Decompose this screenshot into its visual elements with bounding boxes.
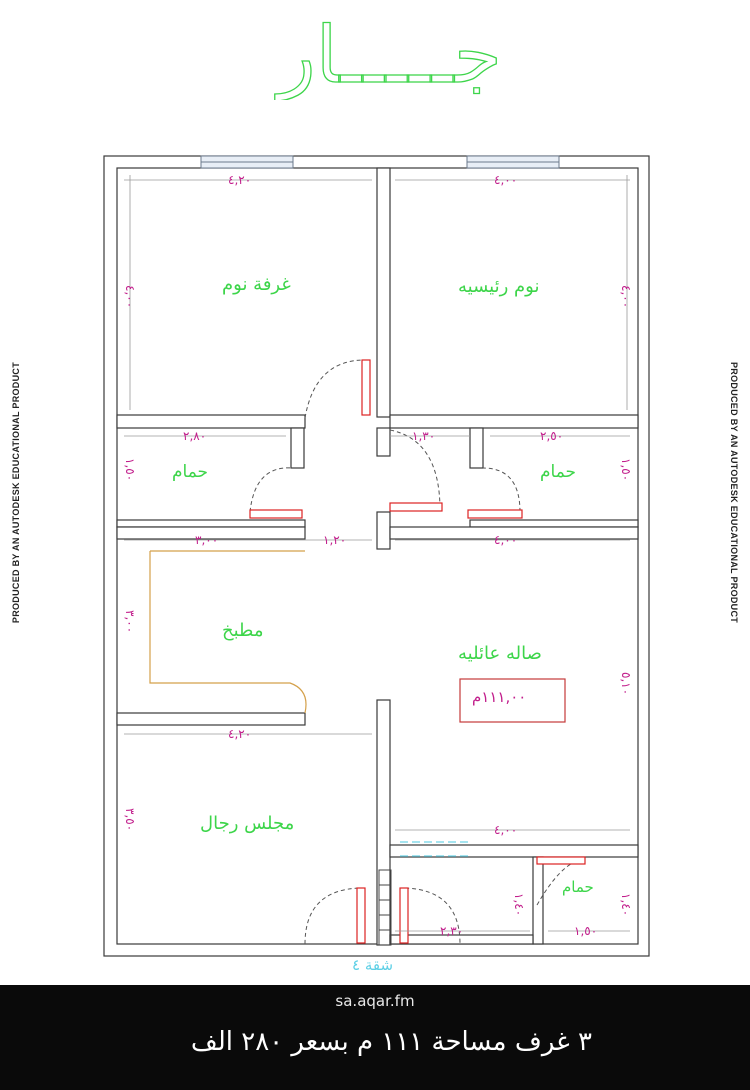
room-bedroom: غرفة نوم [222, 274, 291, 295]
door-arc-majlis [305, 888, 360, 944]
door-arc-bedroom [305, 360, 365, 418]
wall-bedroom-bottom [117, 415, 305, 428]
dim-small-bath-height-left: ١,٤٠ [512, 893, 526, 917]
door-bath-right [468, 510, 522, 518]
room-master-bedroom: نوم رئيسيه [458, 276, 540, 297]
door-majlis [357, 888, 365, 943]
dim-bedroom-width: ٤,٢٠ [228, 173, 252, 187]
dim-bedroom-height: ٤,٠٠ [123, 285, 137, 309]
dim-bath-left-height: ١,٥٠ [123, 458, 137, 482]
dim-master-width: ٤,٠٠ [494, 173, 518, 187]
dim-corridor-gap: ١,٢٠ [323, 533, 347, 547]
door-master [390, 503, 442, 511]
dim-hall-width: ٤,٠٠ [494, 533, 518, 547]
door-small-bath [537, 857, 585, 864]
site-url[interactable]: sa.aqar.fm [335, 992, 415, 1010]
room-bath-right: حمام [540, 462, 577, 482]
door-arc-bath-left [250, 468, 293, 512]
dim-hall-height: ٥,١٠ [619, 672, 633, 696]
dim-bath-right-height: ١,٥٠ [619, 458, 633, 482]
dim-entry-width: ٢,٣٠ [440, 924, 464, 938]
listing-caption: ٣ غرف مساحة ١١١ م بسعر ٢٨٠ الف [190, 1027, 592, 1057]
watermark-right: PRODUCED BY AN AUTODESK EDUCATIONAL PRODUCT [729, 361, 739, 624]
dim-bath-right-width: ٢,٥٠ [540, 429, 564, 443]
dim-small-bath-width: ١,٥٠ [574, 924, 598, 938]
room-family-hall: صاله عائليه [458, 643, 542, 664]
watermark-left: PRODUCED BY AN AUTODESK EDUCATIONAL PRODUCT [11, 361, 21, 624]
dim-hall-bottom-width: ٤,٠٠ [494, 823, 518, 837]
area-value: ١١١,٠٠م [472, 688, 527, 706]
dim-majlis-height: ٣,٥٠ [123, 808, 137, 832]
room-bath-left: حمام [172, 462, 209, 482]
door-bath-left [250, 510, 302, 518]
dim-small-bath-height-right: ١,٤٠ [619, 893, 633, 917]
dim-master-height: ٤,٠٠ [619, 285, 633, 309]
dim-corridor-width: ١,٣٠ [412, 429, 436, 443]
dim-bath-left-width: ٢,٨٠ [183, 429, 207, 443]
neighbor-lettering [160, 0, 620, 100]
dim-kitchen-width: ٣,٠٠ [195, 533, 219, 547]
apartment-label: شقة ٤ [352, 956, 394, 974]
room-men-majlis: مجلس رجال [200, 813, 295, 834]
room-kitchen: مطبخ [222, 620, 264, 641]
neighbor-header [160, 0, 620, 100]
wall-center-top [377, 168, 390, 417]
door-bedroom [362, 360, 370, 415]
door-entrance [400, 888, 408, 943]
dim-kitchen-height: ٣,٠٠ [123, 610, 137, 634]
wall-master-bottom [390, 415, 638, 428]
dim-majlis-width: ٤,٢٠ [228, 727, 252, 741]
door-arc-bath-right [483, 468, 520, 512]
room-bath-small: حمام [562, 878, 594, 896]
neighbor-text: جـــــار [278, 11, 502, 100]
caption-bar [0, 985, 750, 1090]
